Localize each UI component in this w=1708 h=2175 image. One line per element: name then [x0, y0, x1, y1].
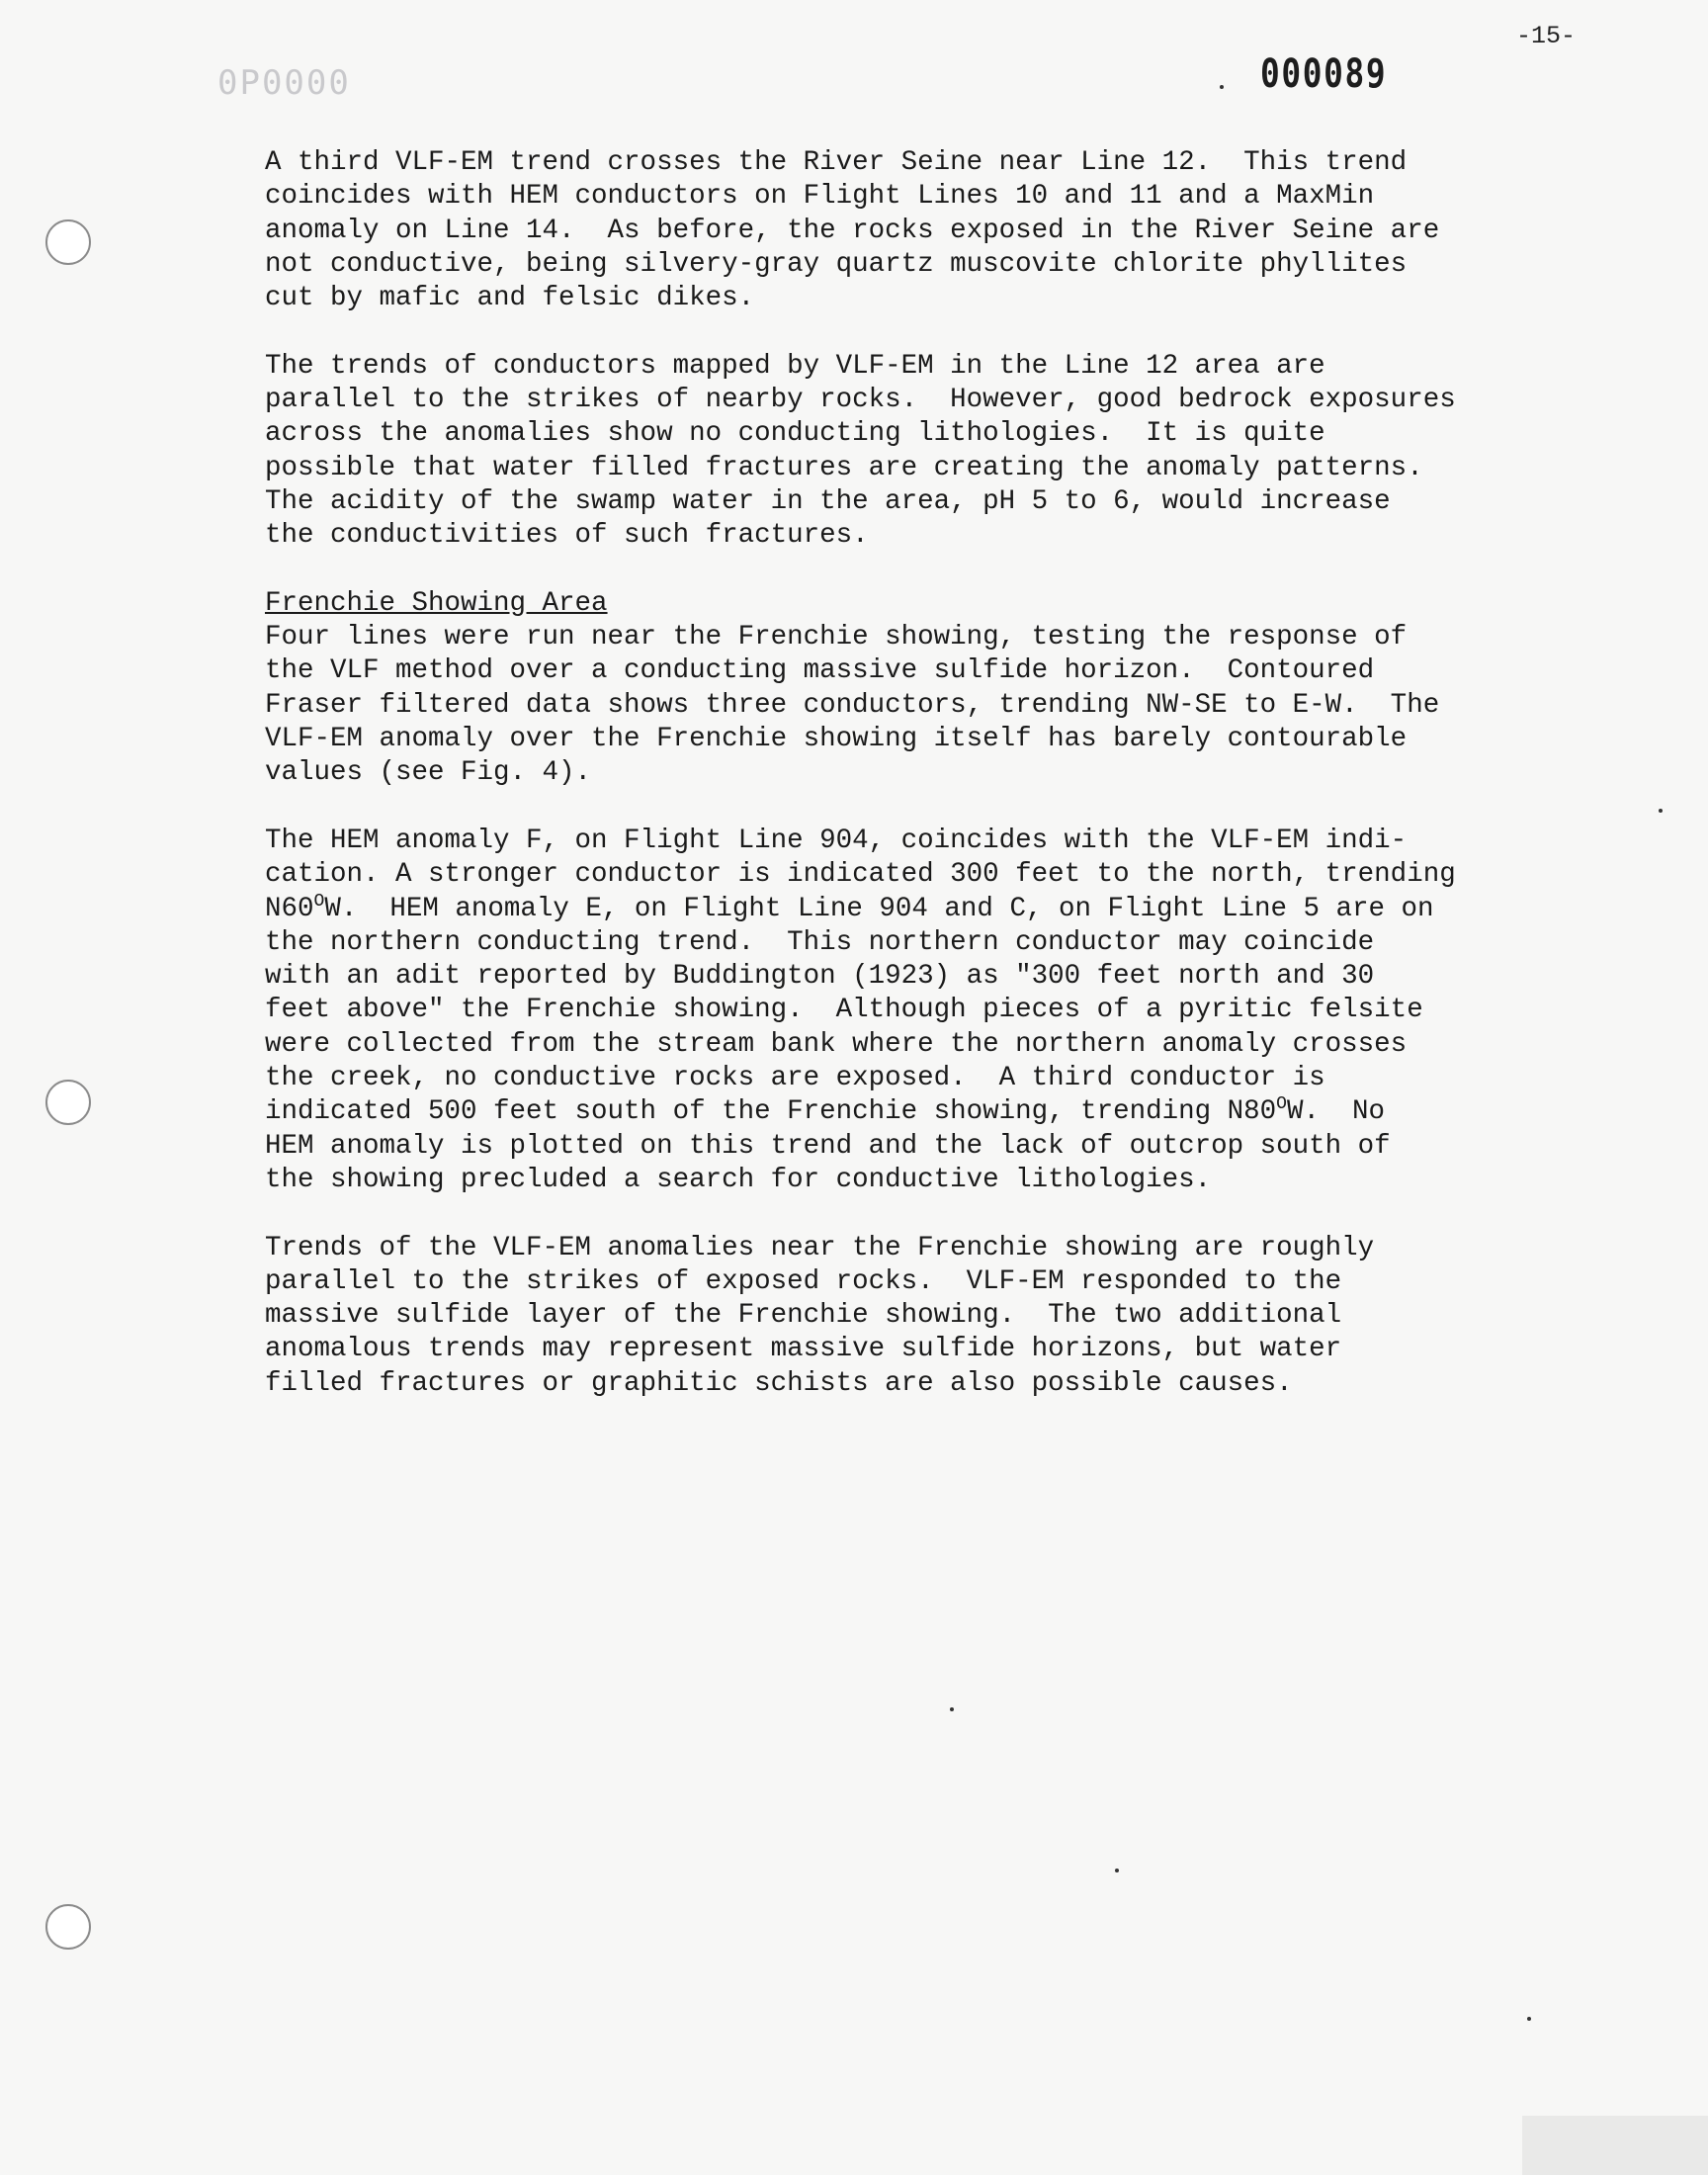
- text-line: A third VLF-EM trend crosses the River Seine near Line 12. This trend: [265, 147, 1408, 178]
- text-line: anomaly on Line 14. As before, the rocks exposed in the River Seine are: [265, 215, 1440, 246]
- text-line: VLF-EM anomaly over the Frenchie showing itself has barely contourable: [265, 724, 1408, 755]
- paragraph-frenchie-lines: [265, 621, 1550, 790]
- text-line: filled fractures or graphitic schists are also possible causes.: [265, 1367, 1293, 1399]
- text-line: parallel to the strikes of exposed rocks. VLF-EM responded to the: [265, 1265, 1342, 1297]
- text-line: [265, 1096, 1385, 1127]
- text-line: values (see Fig. 4).: [265, 757, 592, 789]
- paragraph-line-12-trends: [265, 350, 1550, 554]
- text-line: not conductive, being silvery-gray quartz muscovite chlorite phyllites: [265, 248, 1408, 280]
- text-line: parallel to the strikes of nearby rocks. However, good bedrock exposures: [265, 385, 1456, 416]
- degree-superscript: O: [1276, 1094, 1287, 1115]
- section-heading: Frenchie Showing Area: [265, 587, 608, 619]
- text-line: the conductivities of such fractures.: [265, 520, 869, 552]
- text-line: were collected from the stream bank where the northern anomaly crosses: [265, 1028, 1408, 1060]
- text-line: Fraser filtered data shows three conductors, trending NW-SE to E-W. The: [265, 689, 1440, 721]
- paragraph-river-seine-trend: [265, 146, 1550, 315]
- punch-hole-bottom: [45, 1904, 91, 1950]
- text-fragment: N60: [265, 893, 314, 924]
- speck: [950, 1707, 954, 1711]
- text-line: massive sulfide layer of the Frenchie showing. The two additional: [265, 1300, 1342, 1332]
- text-line: anomalous trends may represent massive sulfide horizons, but water: [265, 1334, 1342, 1365]
- speck: [1659, 809, 1663, 813]
- punch-hole-top: [45, 219, 91, 265]
- text-line: with an adit reported by Buddington (1923) as "300 feet north and 30: [265, 961, 1375, 993]
- faint-stamp: 0P0000: [217, 63, 351, 103]
- text-line: across the anomalies show no conducting lithologies. It is quite: [265, 418, 1325, 450]
- text-line: [265, 891, 1434, 924]
- text-line: coincides with HEM conductors on Flight Lines 10 and 11 and a MaxMin: [265, 181, 1375, 213]
- text-line: The trends of conductors mapped by VLF-EM in the Line 12 area are: [265, 350, 1325, 382]
- punch-hole-middle: [45, 1080, 91, 1125]
- text-line: feet above" the Frenchie showing. Although pieces of a pyritic felsite: [265, 995, 1423, 1026]
- text-line: possible that water filled fractures are creating the anomaly patterns.: [265, 452, 1423, 483]
- text-line: the showing precluded a search for conductive lithologies.: [265, 1164, 1212, 1195]
- text-line: Four lines were run near the Frenchie showing, testing the response of: [265, 622, 1408, 653]
- speck: [1115, 1869, 1119, 1872]
- text-line: Trends of the VLF-EM anomalies near the Frenchie showing are roughly: [265, 1232, 1375, 1263]
- paragraph-hem-anomaly: [265, 825, 1550, 1197]
- text-line: The HEM anomaly F, on Flight Line 904, coincides with the VLF-EM indi-: [265, 825, 1408, 856]
- text-line: cut by mafic and felsic dikes.: [265, 283, 755, 314]
- degree-superscript: O: [313, 891, 325, 912]
- folded-corner: [1522, 2116, 1708, 2175]
- paragraph-trend-summary: [265, 1232, 1550, 1401]
- page-number: -15-: [1516, 22, 1577, 50]
- speck: [1527, 2017, 1531, 2021]
- text-fragment: W. No: [1286, 1096, 1386, 1128]
- text-line: the northern conducting trend. This northern conductor may coincide: [265, 926, 1375, 958]
- text-fragment: W. HEM anomaly E, on Flight Line 904 and C, on Flight Line 5 are on: [324, 893, 1434, 924]
- body-text: [265, 146, 1550, 1435]
- text-line: the VLF method over a conducting massive sulfide horizon. Contoured: [265, 655, 1375, 687]
- text-line: The acidity of the swamp water in the area, pH 5 to 6, would increase: [265, 485, 1391, 517]
- text-line: the creek, no conductive rocks are exposed. A third conductor is: [265, 1063, 1325, 1094]
- document-number-stamp: 000089: [1260, 51, 1388, 97]
- text-line: cation. A stronger conductor is indicated 300 feet to the north, trending: [265, 859, 1456, 891]
- text-fragment: indicated 500 feet south of the Frenchie showing, trending N80: [265, 1096, 1277, 1128]
- text-line: HEM anomaly is plotted on this trend and the lack of outcrop south of: [265, 1130, 1391, 1162]
- speck: [1220, 85, 1224, 89]
